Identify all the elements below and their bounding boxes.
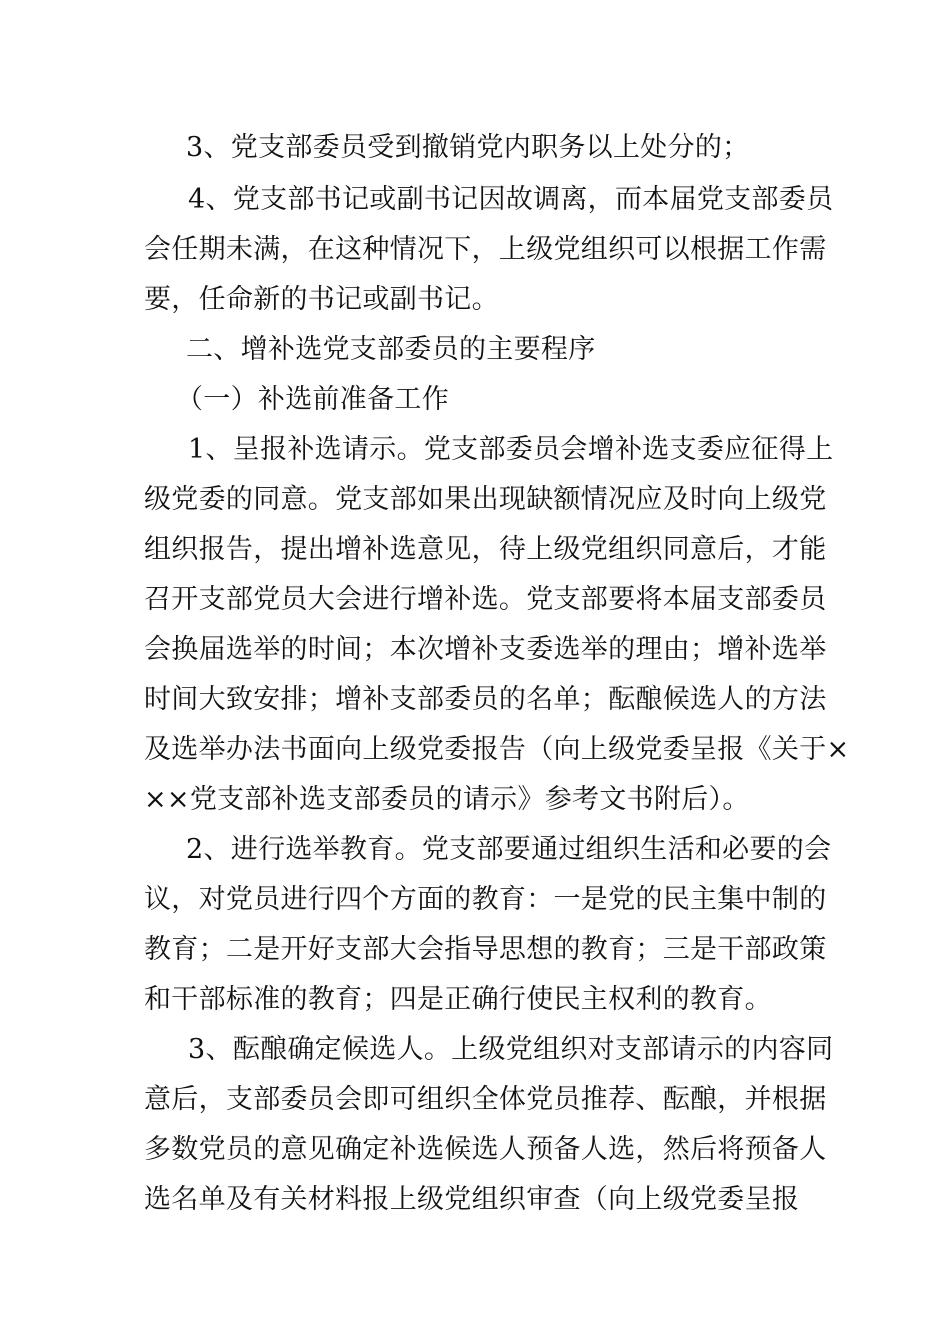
text-line: 时间大致安排；增补支部委员的名单；酝酿候选人的方法 [144,684,827,715]
text-line: 2、进行选举教育。党支部要通过组织生活和必要的会 [186,834,832,865]
text-line: 议，对党员进行四个方面的教育：一是党的民主集中制的 [144,884,827,915]
text-line: 4、党支部书记或副书记因故调离，而本届党支部委员 [188,184,834,215]
text-line: 多数党员的意见确定补选候选人预备人选，然后将预备人 [144,1134,827,1165]
text-line: 3、党支部委员受到撤销党内职务以上处分的； [186,132,750,163]
text-line: 选名单及有关材料报上级党组织审查（向上级党委呈报 [144,1184,800,1215]
text-line: 1、呈报补选请示。党支部委员会增补选支委应征得上 [188,434,834,465]
section-heading: 二、增补选党支部委员的主要程序 [186,334,596,365]
text-line: 教育；二是开好支部大会指导思想的教育；三是干部政策 [144,934,827,965]
text-line: 召开支部党员大会进行增补选。党支部要将本届支部委员 [144,584,827,615]
text-line: 会任期未满，在这种情况下，上级党组织可以根据工作需 [144,234,827,265]
text-line: 及选举办法书面向上级党委报告（向上级党委呈报《关于× [144,734,850,765]
text-line: 级党委的同意。党支部如果出现缺额情况应及时向上级党 [144,484,827,515]
text-line: 要，任命新的书记或副书记。 [144,284,499,315]
text-line: 3、酝酿确定候选人。上级党组织对支部请示的内容同 [188,1034,834,1065]
text-line: 会换届选举的时间；本次增补支委选举的理由；增补选举 [144,634,827,665]
text-line: 和干部标准的教育；四是正确行使民主权利的教育。 [144,984,772,1015]
subsection-heading: （一）补选前准备工作 [176,384,449,415]
text-line: 组织报告，提出增补选意见，待上级党组织同意后，才能 [144,534,827,565]
text-line: ××党支部补选支部委员的请示》参考文书附后）。 [144,784,750,815]
text-line: 意后，支部委员会即可组织全体党员推荐、酝酿，并根据 [144,1084,827,1115]
